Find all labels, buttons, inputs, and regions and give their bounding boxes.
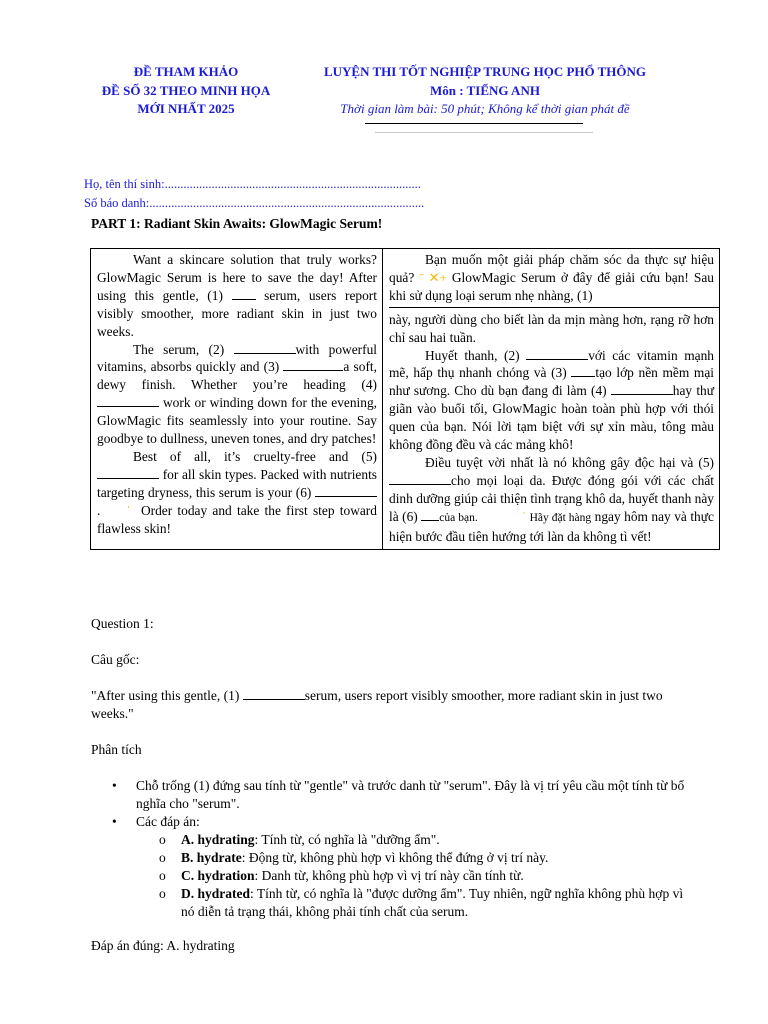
blank-1 [232,287,256,300]
sparkle-icon: ˈ [105,502,136,518]
question-title: Question 1: [91,616,154,631]
passage-english [91,249,383,550]
header-rule-faint [375,132,593,133]
analysis-label: Phân tích [91,742,142,757]
blank-6 [315,484,377,497]
en-paragraph-3: Best of all, it’s cruelty-free and (5) for all skin types. Packed with nutrients targeting dryness, this serum is your (6) . ˈ Order today and take the first step toward flawless skin! [97,448,377,536]
exam-subject: Môn : TIẾNG ANH [430,82,540,98]
sparkle-icon: ˈ [481,508,527,524]
vi-paragraph-1: Bạn muốn một giải pháp chăm sóc da thực sự hiệu quả? ˉ ✕+ GlowMagic Serum ở đây để giải cứu bạn! Sau khi sử dụng loại serum nhẹ nhàng, (1) này, người dùng cho biết làn da mịn màng hơn, rạng rỡ hơn chỉ sau hai tuần. [389,251,714,347]
part-title: PART 1: Radiant Skin Awaits: GlowMagic Serum! [91,216,383,231]
quote-blank-1 [243,687,305,700]
en-paragraph-1: Want a skincare solution that truly works? GlowMagic Serum is here to save the day! After using this gentle, (1) serum, users report visibly smoother, more radiant skin in just two weeks. [97,252,377,339]
blank-2-vi [526,347,588,360]
passage-vietnamese [383,249,720,550]
blank-1-vi [389,307,719,308]
bullet-item: • Các đáp án: [112,814,200,829]
blank-5 [97,466,159,479]
vi-paragraph-2: Huyết thanh, (2) với các vitamin mạnh mẽ, hấp thụ nhanh chóng và (3) tạo lớp nền mềm mại như sương. Cho dù bạn đang đi làm (4) hay thư giãn vào buổi tối, GlowMagic hoàn toàn phù hợp với thói quen của bạn. Nói lời tạm biệt với sự xỉn màu, tông màu không đồng đều và các mảng khô! [389,347,714,453]
header-rule [365,123,583,124]
candidate-name-dots: .................................................................................. [164,177,421,191]
exam-time: Thời gian làm bài: 50 phút; Không kể thời gian phát đề [340,101,630,116]
header-left-line-3: MỚI NHẤT 2025 [137,101,235,116]
blank-2 [234,341,296,354]
candidate-name-line [84,176,421,193]
sparkle-icon: ˉ ✕+ [419,269,447,285]
header-right [300,63,670,119]
option-b: o B. hydrate: Động từ, không phù hợp vì không thể đứng ở vị trí này. [159,850,549,865]
option-d: o D. hydrated: Tính từ, có nghĩa là "được dưỡng ẩm". Tuy nhiên, ngữ nghĩa không phù hợp vì nó diễn tả trạng thái, không phải tính chất của serum. [159,886,684,919]
option-a: o A. hydrating: Tính từ, có nghĩa là "dưỡng ẩm". [159,832,440,847]
blank-5-vi [389,472,451,485]
vi-paragraph-3: Điều tuyệt vời nhất là nó không gây độc hại và (5) cho mọi loại da. Được đóng gói với các chất dinh dưỡng giúp cải thiện tình trạng khô da, huyết thanh này là (6) của bạn. ˈ Hãy đặt hàng ngay hôm nay và thực hiện bước đầu tiên hướng tới làn da không tì vết! [389,454,714,544]
blank-3 [283,358,343,371]
candidate-id-dots: ........................................................................................ [149,196,425,210]
passage-table [90,248,720,550]
en-paragraph-2: The serum, (2) with powerful vitamins, absorbs quickly and (3) a soft, dewy finish. Whether you’re heading (4) work or winding down for the evening, GlowMagic fits seamlessly into your routine. Say goodbye to dullness, uneven tones, and dry patches! [97,341,377,447]
blank-4-vi [611,382,673,395]
original-label: Câu gốc: [91,652,140,667]
header-left-line-1: ĐỀ THAM KHẢO [133,64,239,79]
candidate-name-label: Họ, tên thí sinh: [84,177,165,191]
header-left-line-2: ĐỀ SỐ 32 THEO MINH HỌA [101,82,271,98]
blank-4 [97,394,159,407]
option-c: o C. hydration: Danh từ, không phù hợp vì vị trí này cần tính từ. [159,868,524,883]
blank-3-vi [571,364,595,377]
original-sentence: "After using this gentle, (1) serum, users report visibly smoother, more radiant skin in just two weeks." [91,688,663,721]
answer-options [159,831,699,921]
analysis-bullets [112,777,692,831]
exam-title: LUYỆN THI TỐT NGHIỆP TRUNG HỌC PHỔ THÔNG [323,64,647,79]
candidate-id-line [84,195,424,212]
blank-6-vi [421,508,439,521]
header-left [88,63,284,119]
bullet-item: • Chỗ trống (1) đứng sau tính từ "gentle" và trước danh từ "serum". Đây là vị trí yêu cầu một tính từ bổ nghĩa cho "serum". [112,778,685,811]
candidate-id-label: Số báo danh: [84,196,150,210]
correct-answer: Đáp án đúng: A. hydrating [91,938,235,953]
